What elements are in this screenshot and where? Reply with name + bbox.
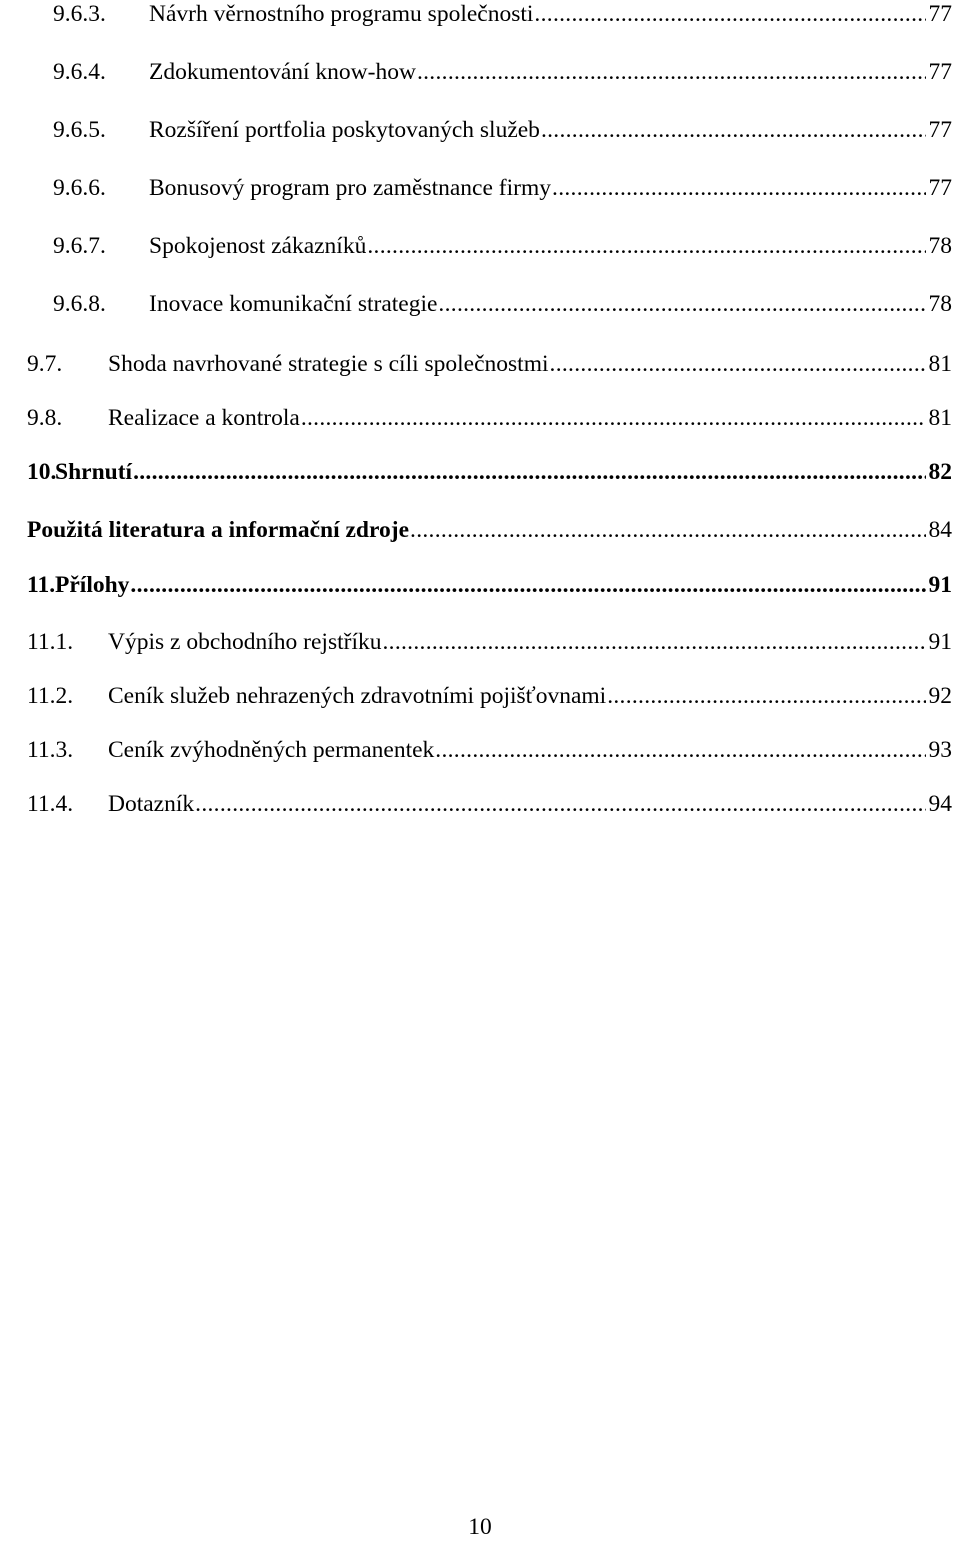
toc-number: 9.7. xyxy=(27,351,63,377)
toc-title: Zdokumentování know-how xyxy=(149,59,416,85)
toc-title: Výpis z obchodního rejstříku xyxy=(108,629,382,655)
dot-leader xyxy=(133,455,925,489)
toc-title: Bonusový program pro zaměstnance firmy xyxy=(149,175,552,201)
dot-leader xyxy=(607,679,925,713)
toc-number: 11.3. xyxy=(27,737,74,763)
toc-entry-11-2[interactable] xyxy=(27,679,952,713)
toc-page: 77 xyxy=(928,117,952,143)
toc-title: Rozšíření portfolia poskytovaných služeb xyxy=(149,117,540,143)
toc-title: Návrh věrnostního programu společnosti xyxy=(149,1,534,27)
dot-leader xyxy=(438,287,925,321)
toc-number: 11.4. xyxy=(27,791,74,817)
toc-page: 78 xyxy=(928,291,952,317)
toc-number: 9.6.3. xyxy=(53,1,106,27)
dot-leader xyxy=(195,787,925,821)
toc-number: 9.6.5. xyxy=(53,117,106,143)
dot-leader xyxy=(130,568,925,602)
toc-title: Inovace komunikační strategie xyxy=(149,291,438,317)
toc-number: 11. xyxy=(27,572,56,598)
toc-page: 82 xyxy=(928,459,952,485)
toc-title: Použitá literatura a informační zdroje xyxy=(27,517,410,543)
toc-entry-9-6-8[interactable] xyxy=(53,287,952,321)
toc-page: 94 xyxy=(928,791,952,817)
dot-leader xyxy=(301,401,926,435)
toc-number: 9.6.4. xyxy=(53,59,106,85)
toc-number: 9.6.8. xyxy=(53,291,106,317)
toc-number: 9.6.7. xyxy=(53,233,106,259)
dot-leader xyxy=(541,113,926,147)
toc-entry-9-6-6[interactable] xyxy=(53,171,952,205)
page-number: 10 xyxy=(468,1514,492,1540)
toc-number: 11.2. xyxy=(27,683,74,709)
dot-leader xyxy=(552,171,925,205)
dot-leader xyxy=(435,733,925,767)
toc-entry-11-1[interactable] xyxy=(27,625,952,659)
toc-number: 10. xyxy=(27,459,57,485)
toc-entry-9-7[interactable] xyxy=(27,347,952,381)
toc-entry-10[interactable] xyxy=(27,455,952,489)
toc-page: 91 xyxy=(928,572,952,598)
dot-leader xyxy=(382,625,925,659)
toc-entry-11-4[interactable] xyxy=(27,787,952,821)
toc-page: 91 xyxy=(928,629,952,655)
toc-entry-9-8[interactable] xyxy=(27,401,952,435)
toc-number: 11.1. xyxy=(27,629,74,655)
toc-entry-literatura[interactable] xyxy=(27,513,952,547)
toc-title: Spokojenost zákazníků xyxy=(149,233,367,259)
toc-title: Realizace a kontrola xyxy=(108,405,300,431)
toc-number: 9.6.6. xyxy=(53,175,106,201)
toc-page: 93 xyxy=(928,737,952,763)
toc-page: 77 xyxy=(928,175,952,201)
toc-number: 9.8. xyxy=(27,405,63,431)
toc-entry-9-6-5[interactable] xyxy=(53,113,952,147)
toc-page: 77 xyxy=(928,59,952,85)
toc-entry-11[interactable] xyxy=(27,568,952,602)
toc-title: Shoda navrhované strategie s cíli společnostmi xyxy=(108,351,549,377)
dot-leader xyxy=(534,0,925,31)
toc-page: 77 xyxy=(928,1,952,27)
dot-leader xyxy=(410,513,925,547)
toc-entry-11-3[interactable] xyxy=(27,733,952,767)
toc-page: 81 xyxy=(928,351,952,377)
dot-leader xyxy=(550,347,926,381)
dot-leader xyxy=(367,229,925,263)
toc-title: Dotazník xyxy=(108,791,195,817)
toc-entry-9-6-3[interactable] xyxy=(53,0,952,31)
toc-title: Přílohy xyxy=(55,572,130,598)
toc-page: 84 xyxy=(928,517,952,543)
toc-page: 81 xyxy=(928,405,952,431)
toc-entry-9-6-7[interactable] xyxy=(53,229,952,263)
toc-page: 92 xyxy=(928,683,952,709)
toc-title: Ceník zvýhodněných permanentek xyxy=(108,737,435,763)
dot-leader xyxy=(417,55,926,89)
toc-entry-9-6-4[interactable] xyxy=(53,55,952,89)
toc-title: Ceník služeb nehrazených zdravotními pojišťovnami xyxy=(108,683,607,709)
toc-page: 78 xyxy=(928,233,952,259)
toc-title: Shrnutí xyxy=(55,459,133,485)
